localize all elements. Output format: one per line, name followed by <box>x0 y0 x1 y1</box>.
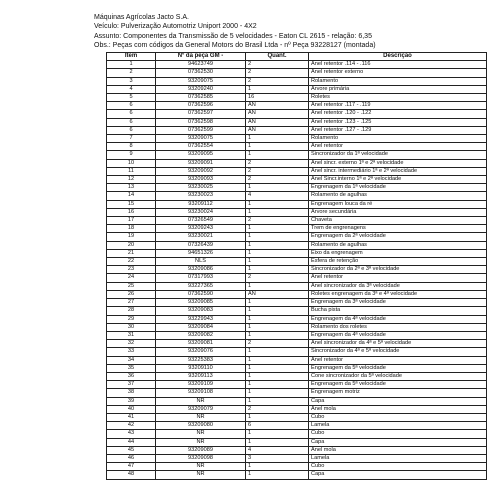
cell-quantity: 2 <box>246 217 309 225</box>
vehicle-line: Veículo: Pulverização Automotriz Uniport 2000 - 4X2 <box>94 23 257 31</box>
cell-gm-part-number: 93227365 <box>156 282 246 290</box>
cell-quantity: 1 <box>246 184 309 192</box>
cell-gm-part-number: 07362585 <box>156 94 246 102</box>
table-row <box>107 258 487 266</box>
cell-description: Eixo da engrenagem <box>309 249 487 257</box>
table-row <box>107 307 487 315</box>
cell-quantity: AN <box>246 290 309 298</box>
cell-description: Roletes <box>309 94 487 102</box>
table-row <box>107 397 487 405</box>
cell-description: Rolamento de agulhas <box>309 192 487 200</box>
cell-description: Anel retentor .117 - .119 <box>309 102 487 110</box>
table-row <box>107 405 487 413</box>
table-row <box>107 413 487 421</box>
cell-description: Anel retentor <box>309 274 487 282</box>
cell-quantity: 6 <box>246 422 309 430</box>
cell-gm-part-number: 93209084 <box>156 323 246 331</box>
cell-description: Cubo <box>309 463 487 471</box>
table-row <box>107 61 487 69</box>
cell-gm-part-number: 07362596 <box>156 102 246 110</box>
cell-quantity: 1 <box>246 258 309 266</box>
cell-gm-part-number: NR <box>156 397 246 405</box>
cell-gm-part-number: 93209076 <box>156 348 246 356</box>
cell-description: Engrenagem motriz <box>309 389 487 397</box>
cell-item: 24 <box>107 274 156 282</box>
cell-quantity: 1 <box>246 299 309 307</box>
cell-quantity: 4 <box>246 446 309 454</box>
column-header-gm-part-number: Nº da peça GM - <box>156 53 246 61</box>
cell-description: Rolamento <box>309 135 487 143</box>
table-row <box>107 225 487 233</box>
cell-gm-part-number: 93230021 <box>156 233 246 241</box>
cell-quantity: 1 <box>246 315 309 323</box>
cell-gm-part-number: 93230023 <box>156 192 246 200</box>
table-row <box>107 282 487 290</box>
cell-item: 6 <box>107 126 156 134</box>
table-row <box>107 381 487 389</box>
cell-item: 48 <box>107 471 156 479</box>
table-row <box>107 331 487 339</box>
cell-gm-part-number: 93209109 <box>156 381 246 389</box>
table-row <box>107 167 487 175</box>
cell-item: 18 <box>107 225 156 233</box>
cell-gm-part-number: 94623749 <box>156 61 246 69</box>
cell-gm-part-number: 93209075 <box>156 77 246 85</box>
cell-item: 22 <box>107 258 156 266</box>
cell-gm-part-number: 07362599 <box>156 126 246 134</box>
cell-item: 11 <box>107 167 156 175</box>
cell-quantity: 1 <box>246 151 309 159</box>
cell-item: 28 <box>107 307 156 315</box>
cell-item: 26 <box>107 290 156 298</box>
cell-quantity: 1 <box>246 225 309 233</box>
cell-gm-part-number: 94651326 <box>156 249 246 257</box>
cell-gm-part-number: 07362598 <box>156 118 246 126</box>
cell-description: Engrenagem louca da ré <box>309 200 487 208</box>
cell-gm-part-number: 93209080 <box>156 422 246 430</box>
cell-gm-part-number: 93209112 <box>156 200 246 208</box>
cell-item: 41 <box>107 413 156 421</box>
cell-gm-part-number: 93209113 <box>156 372 246 380</box>
cell-gm-part-number: 93209093 <box>156 176 246 184</box>
cell-item: 29 <box>107 315 156 323</box>
table-row <box>107 217 487 225</box>
cell-description: Capa <box>309 471 487 479</box>
table-row <box>107 323 487 331</box>
cell-item: 31 <box>107 331 156 339</box>
cell-description: Anel retentor externo <box>309 69 487 77</box>
table-row <box>107 389 487 397</box>
cell-quantity: 16 <box>246 94 309 102</box>
cell-gm-part-number: 93209095 <box>156 151 246 159</box>
cell-description: Lamela <box>309 454 487 462</box>
cell-description: Sincronizador da 2ª e 3ª velocidade <box>309 266 487 274</box>
cell-item: 15 <box>107 200 156 208</box>
cell-gm-part-number: NR <box>156 438 246 446</box>
cell-description: Anel sincronizador da 4ª e 5ª velocidade <box>309 340 487 348</box>
table-row <box>107 143 487 151</box>
cell-item: 20 <box>107 241 156 249</box>
table-row <box>107 241 487 249</box>
cell-description: Engrenagem da 1ª velocidade <box>309 184 487 192</box>
cell-gm-part-number: 07326549 <box>156 217 246 225</box>
cell-description: Anel mola <box>309 446 487 454</box>
cell-description: Anel retentor <box>309 356 487 364</box>
cell-quantity: AN <box>246 126 309 134</box>
cell-description: Engrenagem da 3ª velocidade <box>309 299 487 307</box>
cell-gm-part-number: 93209085 <box>156 299 246 307</box>
cell-quantity: AN <box>246 118 309 126</box>
cell-item: 16 <box>107 208 156 216</box>
cell-gm-part-number: 93209110 <box>156 364 246 372</box>
cell-item: 27 <box>107 299 156 307</box>
table-row <box>107 126 487 134</box>
cell-item: 7 <box>107 135 156 143</box>
cell-item: 21 <box>107 249 156 257</box>
table-row <box>107 446 487 454</box>
cell-quantity: 1 <box>246 348 309 356</box>
subject-line: Assunto: Componentes da Transmissão de 5 velocidades - Eaton CL 2615 - relação: 6,35 <box>94 32 372 40</box>
cell-item: 3 <box>107 77 156 85</box>
cell-quantity: 1 <box>246 143 309 151</box>
cell-quantity: 1 <box>246 266 309 274</box>
table-row <box>107 77 487 85</box>
parts-table <box>106 52 487 480</box>
table-row <box>107 184 487 192</box>
table-row <box>107 463 487 471</box>
cell-description: Lamela <box>309 422 487 430</box>
cell-quantity: 2 <box>246 167 309 175</box>
cell-description: Rolamento dos roletes <box>309 323 487 331</box>
cell-quantity: 3 <box>246 454 309 462</box>
cell-item: 6 <box>107 102 156 110</box>
cell-description: Cubo <box>309 413 487 421</box>
cell-gm-part-number: 93229943 <box>156 315 246 323</box>
notes-line: Obs.: Peças com códigos da General Motors do Brasil Ltda - nº Peça 93228127 (montada) <box>94 42 376 50</box>
cell-quantity: AN <box>246 102 309 110</box>
cell-quantity: 1 <box>246 463 309 471</box>
cell-item: 30 <box>107 323 156 331</box>
cell-description: Trem de engrenagens <box>309 225 487 233</box>
table-row <box>107 176 487 184</box>
cell-item: 12 <box>107 176 156 184</box>
cell-item: 13 <box>107 184 156 192</box>
cell-item: 25 <box>107 282 156 290</box>
column-header-quantity: Quant. <box>246 53 309 61</box>
cell-item: 39 <box>107 397 156 405</box>
cell-gm-part-number: NR <box>156 413 246 421</box>
cell-gm-part-number: 93209089 <box>156 446 246 454</box>
table-row <box>107 110 487 118</box>
column-header-description: Descrição <box>309 53 487 61</box>
cell-quantity: 1 <box>246 208 309 216</box>
cell-description: Rolamento de agulhas <box>309 241 487 249</box>
cell-quantity: 1 <box>246 356 309 364</box>
table-row <box>107 135 487 143</box>
cell-description: Anel retentor .114 - .116 <box>309 61 487 69</box>
cell-item: 4 <box>107 85 156 93</box>
cell-item: 6 <box>107 110 156 118</box>
cell-description: Engrenagem da 2ª velocidade <box>309 233 487 241</box>
table-row <box>107 159 487 167</box>
table-row <box>107 249 487 257</box>
cell-item: 8 <box>107 143 156 151</box>
cell-description: Chaveta <box>309 217 487 225</box>
cell-description: Anel retentor .120 - .122 <box>309 110 487 118</box>
cell-description: Anel sincr. intermediário 1ª e 2ª velocidade <box>309 167 487 175</box>
cell-item: 10 <box>107 159 156 167</box>
cell-description: Cubo <box>309 430 487 438</box>
table-row <box>107 274 487 282</box>
cell-item: 43 <box>107 430 156 438</box>
cell-description: Sincronizador da 4ª e 5ª velocidade <box>309 348 487 356</box>
cell-quantity: 1 <box>246 249 309 257</box>
cell-item: 45 <box>107 446 156 454</box>
table-row <box>107 471 487 479</box>
cell-description: Engrenagem da 4ª velocidade <box>309 315 487 323</box>
cell-gm-part-number: 93209092 <box>156 167 246 175</box>
cell-quantity: AN <box>246 110 309 118</box>
cell-description: Anel retentor <box>309 143 487 151</box>
table-row <box>107 430 487 438</box>
cell-gm-part-number: 07362597 <box>156 110 246 118</box>
cell-quantity: 1 <box>246 200 309 208</box>
cell-gm-part-number: 93209081 <box>156 340 246 348</box>
cell-description: Capa <box>309 397 487 405</box>
table-row <box>107 85 487 93</box>
column-header-item: Item <box>107 53 156 61</box>
cell-item: 47 <box>107 463 156 471</box>
cell-item: 33 <box>107 348 156 356</box>
table-row <box>107 299 487 307</box>
cell-quantity: 2 <box>246 69 309 77</box>
cell-quantity: 2 <box>246 159 309 167</box>
cell-item: 9 <box>107 151 156 159</box>
cell-description: Árvore secundária <box>309 208 487 216</box>
table-row <box>107 118 487 126</box>
cell-item: 46 <box>107 454 156 462</box>
cell-item: 38 <box>107 389 156 397</box>
table-row <box>107 364 487 372</box>
cell-gm-part-number: 93209108 <box>156 389 246 397</box>
cell-quantity: 2 <box>246 77 309 85</box>
table-row <box>107 233 487 241</box>
cell-item: 44 <box>107 438 156 446</box>
cell-item: 36 <box>107 372 156 380</box>
table-row <box>107 356 487 364</box>
cell-item: 17 <box>107 217 156 225</box>
cell-gm-part-number: 93209075 <box>156 135 246 143</box>
cell-gm-part-number: NR <box>156 471 246 479</box>
cell-description: Anel retentor .127 - .129 <box>309 126 487 134</box>
cell-gm-part-number: NR <box>156 430 246 438</box>
cell-item: 14 <box>107 192 156 200</box>
cell-quantity: 1 <box>246 85 309 93</box>
table-row <box>107 266 487 274</box>
cell-quantity: 2 <box>246 340 309 348</box>
cell-gm-part-number: 93209243 <box>156 225 246 233</box>
cell-description: Anel retentor .123 - .125 <box>309 118 487 126</box>
cell-item: 5 <box>107 94 156 102</box>
cell-gm-part-number: NLS <box>156 258 246 266</box>
cell-description: Sincronizador da 1ª velocidade <box>309 151 487 159</box>
cell-description: Rolamento <box>309 77 487 85</box>
table-row <box>107 192 487 200</box>
cell-gm-part-number: 93230024 <box>156 208 246 216</box>
cell-gm-part-number: 93209079 <box>156 405 246 413</box>
cell-quantity: 1 <box>246 389 309 397</box>
cell-description: Capa <box>309 438 487 446</box>
table-row <box>107 454 487 462</box>
cell-description: Bucha pista <box>309 307 487 315</box>
company-name: Máquinas Agrícolas Jacto S.A. <box>94 14 189 21</box>
cell-item: 32 <box>107 340 156 348</box>
cell-item: 2 <box>107 69 156 77</box>
table-row <box>107 69 487 77</box>
cell-item: 35 <box>107 364 156 372</box>
cell-gm-part-number: 07362554 <box>156 143 246 151</box>
cell-gm-part-number: 07317993 <box>156 274 246 282</box>
cell-item: 34 <box>107 356 156 364</box>
cell-gm-part-number: 07326439 <box>156 241 246 249</box>
cell-description: Esfera de retenção <box>309 258 487 266</box>
cell-quantity: 2 <box>246 61 309 69</box>
cell-gm-part-number: 93209098 <box>156 454 246 462</box>
cell-description: Anel sincr. externo 1ª e 2ª velocidade <box>309 159 487 167</box>
cell-quantity: 2 <box>246 176 309 184</box>
table-row <box>107 422 487 430</box>
cell-quantity: 1 <box>246 282 309 290</box>
cell-quantity: 1 <box>246 135 309 143</box>
cell-quantity: 1 <box>246 323 309 331</box>
cell-gm-part-number: 07362530 <box>156 69 246 77</box>
cell-quantity: 1 <box>246 471 309 479</box>
cell-quantity: 1 <box>246 397 309 405</box>
table-row <box>107 348 487 356</box>
cell-gm-part-number: 93209083 <box>156 307 246 315</box>
cell-quantity: 2 <box>246 405 309 413</box>
cell-gm-part-number: 93209086 <box>156 266 246 274</box>
cell-quantity: 1 <box>246 438 309 446</box>
cell-gm-part-number: 93209091 <box>156 159 246 167</box>
cell-item: 23 <box>107 266 156 274</box>
cell-quantity: 1 <box>246 372 309 380</box>
cell-description: Anel Sincr.interno 1ª e 2ª velocidade <box>309 176 487 184</box>
table-row <box>107 102 487 110</box>
cell-gm-part-number: 93225383 <box>156 356 246 364</box>
table-row <box>107 438 487 446</box>
cell-gm-part-number: NR <box>156 463 246 471</box>
cell-description: Roletes engrenagem da 3ª e 4ª velocidade <box>309 290 487 298</box>
cell-item: 6 <box>107 118 156 126</box>
cell-quantity: 1 <box>246 241 309 249</box>
cell-quantity: 1 <box>246 307 309 315</box>
cell-quantity: 1 <box>246 233 309 241</box>
cell-description: Anel mola <box>309 405 487 413</box>
cell-item: 37 <box>107 381 156 389</box>
cell-quantity: 2 <box>246 274 309 282</box>
table-header-row <box>107 53 487 61</box>
cell-item: 42 <box>107 422 156 430</box>
cell-quantity: 1 <box>246 430 309 438</box>
cell-description: Cone sincronizador da 5ª velocidade <box>309 372 487 380</box>
cell-quantity: 1 <box>246 331 309 339</box>
cell-gm-part-number: 93209082 <box>156 331 246 339</box>
cell-description: Anel sincronizador da 3ª velocidade <box>309 282 487 290</box>
table-row <box>107 340 487 348</box>
cell-item: 19 <box>107 233 156 241</box>
cell-gm-part-number: 93230025 <box>156 184 246 192</box>
table-row <box>107 290 487 298</box>
table-row <box>107 94 487 102</box>
cell-description: Engrenagem da 4ª velocidade <box>309 331 487 339</box>
cell-quantity: 4 <box>246 192 309 200</box>
table-row <box>107 315 487 323</box>
cell-quantity: 1 <box>246 381 309 389</box>
cell-description: Engrenagem da 5ª velocidade <box>309 381 487 389</box>
table-row <box>107 372 487 380</box>
table-row <box>107 208 487 216</box>
table-row <box>107 151 487 159</box>
cell-description: Engrenagem da 5ª velocidade <box>309 364 487 372</box>
cell-item: 40 <box>107 405 156 413</box>
cell-quantity: 1 <box>246 364 309 372</box>
table-row <box>107 200 487 208</box>
cell-item: 1 <box>107 61 156 69</box>
parts-table-body <box>107 61 487 479</box>
cell-description: Árvore primária <box>309 85 487 93</box>
document-header <box>94 13 494 51</box>
cell-gm-part-number: 93209240 <box>156 85 246 93</box>
cell-gm-part-number: 07362590 <box>156 290 246 298</box>
cell-quantity: 1 <box>246 413 309 421</box>
